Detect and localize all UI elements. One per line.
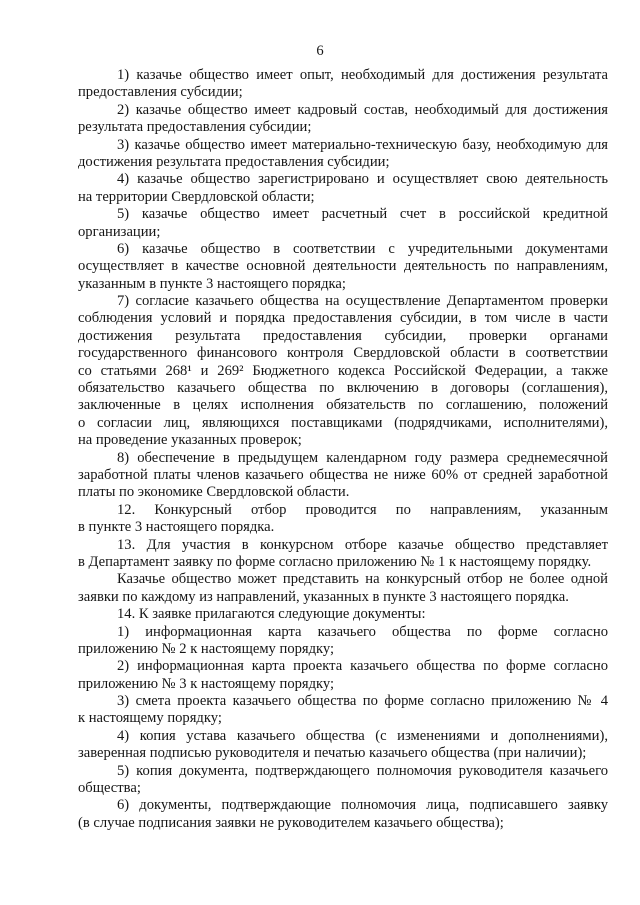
text-line: 5) казачье общество имеет расчетный счет в российской кредитной	[117, 206, 608, 223]
text-line: Казачье общество может представить на конкурсный отбор не более одной	[117, 571, 608, 588]
paragraph	[78, 137, 608, 172]
text-line: (в случае подписания заявки не руководителем казачьего общества);	[78, 814, 504, 831]
paragraph	[78, 763, 608, 798]
text-line: 13. Для участия в конкурсном отборе казачье общество представляет	[117, 536, 608, 553]
text-line: 4) копия устава казачьего общества (с изменениями и дополнениями),	[117, 727, 608, 744]
text-line: заработной платы членов казачьего общества не ниже 60% от средней заработной	[78, 466, 608, 483]
paragraph	[78, 67, 608, 102]
paragraph	[78, 693, 608, 728]
text-line: платы по экономике Свердловской области.	[78, 484, 350, 501]
text-line: 8) обеспечение в предыдущем календарном году размера среднемесячной	[117, 449, 608, 466]
text-line: к настоящему порядку;	[78, 710, 222, 727]
text-line: со статьями 268¹ и 269² Бюджетного кодекса Российской Федерации, а также	[78, 362, 608, 379]
text-line: 3) казачье общество имеет материально-техническую базу, необходимую для	[117, 136, 608, 153]
paragraph	[78, 206, 608, 241]
text-line: результата предоставления субсидии;	[78, 119, 312, 136]
text-line: соблюдения условий и порядка предоставления субсидии, в том числе в части	[78, 310, 608, 327]
text-line: государственного финансового контроля Свердловской области в соответствии	[78, 345, 608, 362]
paragraph	[78, 171, 608, 206]
paragraph	[78, 293, 608, 450]
text-line: 7) согласие казачьего общества на осуществление Департаментом проверки	[117, 293, 608, 310]
text-line: 2) информационная карта проекта казачьего общества по форме согласно	[117, 658, 608, 675]
text-line: 12. Конкурсный отбор проводится по направлениям, указанным	[117, 501, 608, 518]
text-line: 6) документы, подтверждающие полномочия лица, подписавшего заявку	[117, 797, 608, 814]
text-line: 6) казачье общество в соответствии с учредительными документами	[117, 240, 608, 257]
text-line: достижения результата предоставления субсидии, проверки органами	[78, 327, 608, 344]
text-line: заявки по каждому из направлений, указанных в пункте 3 настоящего порядка.	[78, 588, 569, 605]
text-line: в пункте 3 настоящего порядка.	[78, 519, 275, 536]
paragraph	[78, 502, 608, 537]
text-line: 3) смета проекта казачьего общества по форме согласно приложению № 4	[117, 693, 608, 710]
text-line: о согласии лиц, являющихся поставщиками (подрядчиками, исполнителями),	[78, 414, 608, 431]
text-line: 2) казачье общество имеет кадровый состав, необходимый для достижения	[117, 101, 608, 118]
text-line: приложению № 3 к настоящему порядку;	[78, 675, 335, 692]
text-line: организации;	[78, 223, 161, 240]
text-line: осуществляет в качестве основной деятельности деятельность по направлениям,	[78, 258, 608, 275]
text-line: приложению № 2 к настоящему порядку;	[78, 640, 335, 657]
text-line: заверенная подписью руководителя и печатью казачьего общества (при наличии);	[78, 745, 587, 762]
text-line: на территории Свердловской области;	[78, 188, 315, 205]
text-line: 1) информационная карта казачьего общества по форме согласно	[117, 623, 608, 640]
paragraph	[78, 241, 608, 293]
paragraph	[78, 537, 608, 572]
paragraph	[78, 797, 608, 832]
paragraph	[78, 728, 608, 763]
page-number: 6	[316, 43, 324, 59]
text-line: предоставления субсидии;	[78, 84, 243, 101]
text-line: 4) казачье общество зарегистрировано и осуществляет свою деятельность	[117, 171, 608, 188]
text-line: достижения результата предоставления субсидии;	[78, 153, 390, 170]
text-line: указанным в пункте 3 настоящего порядка;	[78, 275, 346, 292]
text-line: обязательство казачьего общества по включению в договоры (соглашения),	[78, 380, 608, 397]
text-line: заключенные в целях исполнения обязательств по соглашению, положений	[78, 397, 608, 414]
paragraph	[78, 624, 608, 659]
paragraph	[78, 450, 608, 502]
text-line: 14. К заявке прилагаются следующие документы:	[117, 606, 426, 623]
text-line: общества;	[78, 780, 141, 797]
paragraph	[78, 606, 608, 623]
text-line: 1) казачье общество имеет опыт, необходимый для достижения результата	[117, 67, 608, 83]
text-line: 5) копия документа, подтверждающего полномочия руководителя казачьего	[117, 762, 608, 779]
text-line: на проведение указанных проверок;	[78, 432, 302, 449]
paragraph	[78, 658, 608, 693]
paragraph	[78, 102, 608, 137]
document-body	[78, 67, 608, 832]
text-line: в Департамент заявку по форме согласно приложению № 1 к настоящему порядку.	[78, 553, 592, 570]
paragraph	[78, 571, 608, 606]
